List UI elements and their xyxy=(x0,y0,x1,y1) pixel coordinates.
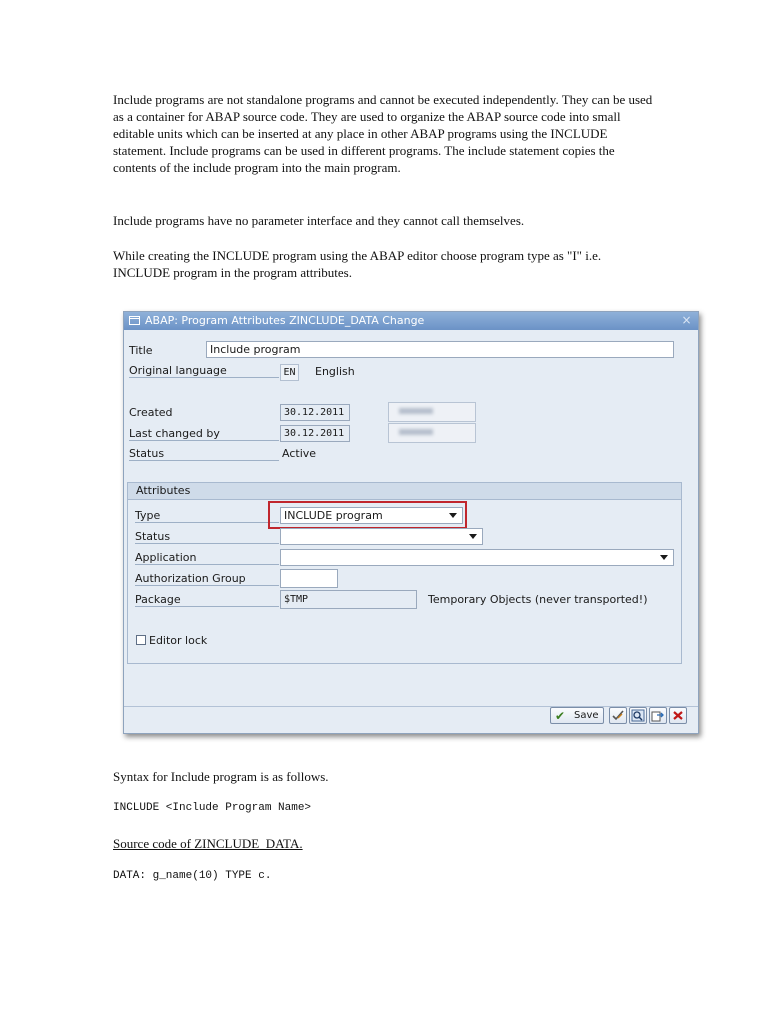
editor-lock-checkbox[interactable] xyxy=(136,635,146,645)
window-icon xyxy=(129,316,140,325)
auth-group-label: Authorization Group xyxy=(135,572,279,586)
last-changed-date-field: 30.12.2011 xyxy=(280,425,350,442)
syntax-code: INCLUDE <Include Program Name> xyxy=(113,802,312,814)
save-button-label: Save xyxy=(574,710,599,721)
chevron-down-icon[interactable] xyxy=(660,555,668,560)
application-dropdown[interactable] xyxy=(280,549,674,566)
status-value: Active xyxy=(282,447,317,460)
language-code: EN xyxy=(280,364,299,381)
save-button[interactable] xyxy=(550,707,604,724)
source-code: DATA: g_name(10) TYPE c. xyxy=(113,870,272,882)
type-highlight-box xyxy=(268,501,467,529)
language-name: English xyxy=(315,365,355,378)
type-label: Type xyxy=(135,509,279,523)
syntax-intro: Syntax for Include program is as follows. xyxy=(113,769,329,784)
attr-status-label: Status xyxy=(135,530,279,544)
parameter-paragraph: Include programs have no parameter interface and they cannot call themselves. xyxy=(113,213,525,228)
dialog-titlebar[interactable] xyxy=(124,312,698,330)
display-object-button[interactable] xyxy=(629,707,647,724)
dialog-title: ABAP: Program Attributes ZINCLUDE_DATA Change xyxy=(145,314,425,327)
package-label: Package xyxy=(135,593,279,607)
editor-lock-label: Editor lock xyxy=(149,634,208,647)
auth-group-input[interactable] xyxy=(280,569,338,588)
attr-status-dropdown[interactable] xyxy=(280,528,483,545)
created-by-blurred xyxy=(388,402,476,422)
status-label: Status xyxy=(129,447,279,461)
export-icon xyxy=(651,709,665,722)
last-changed-label: Last changed by xyxy=(129,427,279,441)
package-field: $TMP xyxy=(280,590,417,609)
cancel-button[interactable] xyxy=(669,707,687,724)
intro-paragraph: Include programs are not standalone programs and cannot be executed independently. They can be used as a container for ABAP source code. They are used to organize the ABAP source code into small editable units which can be inserted at any place in other ABAP programs using the INCLUDE statement. Include programs can be used in different programs. The include statement copies the contents of the include program into the main program. xyxy=(113,92,653,175)
package-description: Temporary Objects (never transported!) xyxy=(428,593,648,606)
transport-button[interactable] xyxy=(649,707,667,724)
application-label: Application xyxy=(135,551,279,565)
program-attributes-dialog xyxy=(123,311,699,734)
created-label: Created xyxy=(129,406,173,419)
chevron-down-icon[interactable] xyxy=(469,534,477,539)
cancel-icon xyxy=(671,709,685,722)
created-date-field: 30.12.2011 xyxy=(280,404,350,421)
changed-by-blurred xyxy=(388,423,476,443)
attributes-header: Attributes xyxy=(128,483,681,500)
title-label: Title xyxy=(129,344,153,357)
checkmark-icon: ✔ xyxy=(555,709,566,723)
title-input[interactable]: Include program xyxy=(206,341,674,358)
check-button[interactable] xyxy=(609,707,627,724)
original-language-label: Original language xyxy=(129,364,279,378)
search-icon xyxy=(631,709,645,722)
creation-paragraph: While creating the INCLUDE program using the ABAP editor choose program type as "I" i.e. INCLUDE program in the program attributes. xyxy=(113,248,602,280)
type-dropdown-value: INCLUDE program xyxy=(284,509,383,522)
source-code-heading: Source code of ZINCLUDE_DATA. xyxy=(113,836,303,851)
check-syntax-icon xyxy=(611,709,625,722)
close-icon[interactable]: × xyxy=(681,313,692,327)
